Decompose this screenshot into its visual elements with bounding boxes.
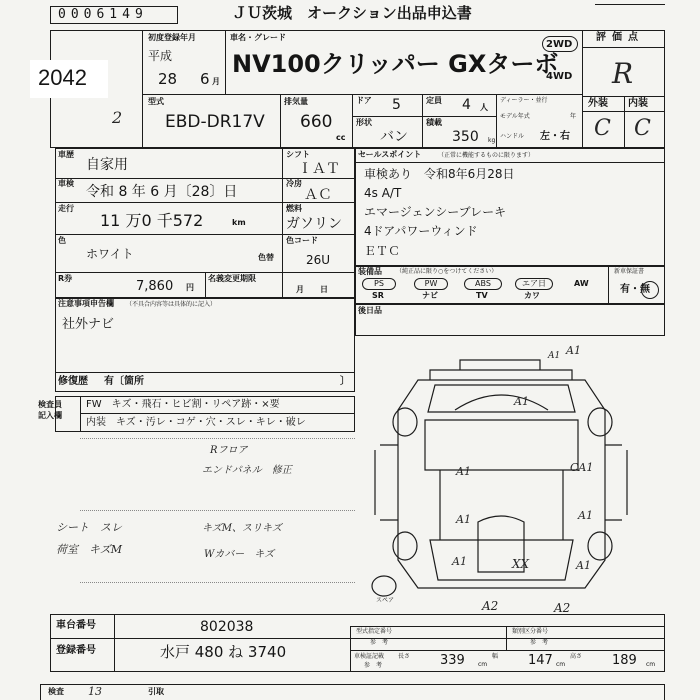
fuel-label: 燃料 (286, 204, 302, 213)
selling-points-label: セールスポイント (358, 150, 422, 159)
category-number-label: 類別区分番号 (512, 628, 549, 635)
handwritten-cargo: 荷室 キズM (56, 543, 123, 556)
interior-label: 内装 (628, 98, 648, 109)
selling-point-1: 車検あり 令和8年6月28日 (364, 167, 515, 181)
dealer-label: ディーラー・並行 (500, 97, 548, 104)
vehicle-diagram (360, 340, 660, 613)
damage-mark-7: A1 (576, 559, 591, 572)
notes-block (55, 298, 355, 392)
repair-bracket-close: 〕 (340, 376, 350, 387)
shift-label: シフト (286, 150, 310, 159)
warranty-label: 新車保証書 (614, 268, 645, 275)
body-label: 形状 (356, 118, 372, 127)
reg-month-unit: 月 (212, 77, 220, 86)
load-value: 350 (452, 129, 479, 145)
inspection-value: 令和 8 年 6 月〔28〕日 (86, 184, 238, 200)
chassis-number: 802038 (200, 619, 254, 635)
width-label: 幅 (492, 653, 499, 660)
load-unit: kg (488, 137, 496, 144)
type-ref: 参 考 (370, 639, 389, 646)
height-label: 高さ (570, 653, 583, 660)
damage-mark-1: A1 (566, 344, 581, 357)
interior-grade: C (634, 116, 651, 141)
selling-point-4: 4ドアパワーウィンド (364, 224, 478, 238)
load-label: 積載 (426, 118, 442, 127)
equip-abs: ABS (464, 278, 502, 290)
damage-mark-3: A1 (456, 465, 471, 478)
damage-mark-8: A1 (548, 351, 561, 361)
shift-value: ＩＡＴ (298, 161, 340, 177)
spare-label: スペア (376, 597, 395, 604)
handwritten-end-panel: エンドパネル 修正 (202, 465, 292, 476)
fuel-value: ガソリン (286, 216, 342, 232)
height-value: 189 (612, 653, 637, 668)
plate-label: 登録番号 (56, 645, 96, 656)
warranty-none-circle (641, 281, 659, 299)
mileage-value: 11 万0 千572 (100, 211, 204, 230)
equip-ps: PS (362, 278, 396, 290)
damage-mark-6: A1 (452, 555, 467, 568)
model-year-unit: 年 (570, 113, 577, 120)
notes-sub: （不具合内容等は具体的に記入） (126, 301, 217, 308)
dimension-label: 車検証記載 (354, 653, 385, 660)
reg-year: 28 (158, 70, 178, 88)
stamp-number: 2042 (38, 65, 87, 90)
inspection-label: 車検 (58, 179, 74, 188)
bottom-label: 検査 (48, 687, 64, 696)
repair-label: 修復歴 (58, 376, 88, 387)
equipment-note: （純正品に限り○をつけてください） (396, 268, 498, 275)
equip-leather: カワ (524, 291, 540, 300)
later-items-label: 後日品 (358, 306, 382, 315)
exterior-label: 外装 (588, 98, 608, 109)
bottom-value: 13 (88, 685, 102, 698)
evaluation-score: R (612, 57, 634, 90)
damage-mark-4: A1 (456, 513, 471, 526)
equip-navi: ナビ (422, 291, 438, 300)
selling-point-3: エマージェンシーブレーキ (364, 205, 507, 219)
doors-value: 5 (392, 97, 401, 113)
footer-block (50, 614, 665, 672)
model-label: 型式 (148, 97, 164, 106)
equip-tv: TV (476, 291, 488, 300)
cooling-value: ＡＣ (304, 187, 332, 203)
drive-4wd: 4WD (546, 71, 573, 82)
evaluation-label: 評価点 (596, 32, 644, 43)
inspector-label: 検査員記入欄 (38, 400, 62, 420)
capacity-unit: 人 (480, 103, 488, 112)
recycle-unit: 円 (186, 283, 194, 292)
damage-mark-ca1: CA1 (570, 461, 594, 474)
vehicle-name: NV100クリッパー GXターボ (232, 50, 559, 78)
sheet-title: ＪＵ茨城 オークション出品申込書 (232, 4, 472, 22)
usage-value: 自家用 (86, 157, 128, 173)
displacement-label: 排気量 (284, 97, 308, 106)
handwritten-seat: シート スレ (56, 521, 122, 534)
cooling-label: 冷房 (286, 179, 302, 188)
inspector-row-1: FW キズ・飛石・ヒビ割・リペア跡・×要 (86, 399, 280, 410)
damage-mark-a2-right: A2 (554, 601, 571, 615)
handwritten-corner-mark: 2 (112, 108, 123, 127)
type-number-label: 型式指定番号 (356, 628, 393, 635)
exterior-grade: C (594, 116, 611, 141)
warranty-value: 有・無 (620, 284, 650, 295)
notes-label: 注意事項申告欄 (58, 299, 114, 308)
length-value: 339 (440, 653, 465, 668)
handwritten-scratch: キズM、スリキズ (202, 523, 282, 534)
length-unit: cm (478, 661, 488, 668)
usage-label: 車歴 (58, 150, 74, 159)
transfer-label: 引取 (148, 687, 164, 696)
body-value: バン (380, 129, 408, 145)
plate-number: 水戸 480 ね 3740 (160, 643, 287, 661)
recycle-amount: 7,860 (136, 279, 174, 294)
displacement-unit: cc (336, 133, 346, 142)
selling-point-2: 4s A/T (364, 186, 402, 200)
mileage-unit: km (232, 218, 246, 227)
model-year-label: モデル年式 (500, 113, 530, 120)
mileage-label: 走行 (58, 204, 74, 213)
color-value: ホワイト (86, 247, 134, 261)
serial-number: 0006149 (58, 7, 148, 22)
chassis-label: 車台番号 (56, 620, 96, 631)
width-value: 147 (528, 653, 553, 668)
bottom-strip (40, 684, 665, 700)
displacement-value: 660 (300, 112, 333, 132)
damage-mark-5: A1 (578, 509, 593, 522)
handwritten-floor: Rフロア (210, 445, 248, 456)
repair-value: 有〔箇所 (104, 376, 144, 387)
later-items-block (355, 304, 665, 336)
model-code: EBD-DR17V (165, 112, 265, 132)
damage-mark-xx: XX (512, 557, 530, 571)
equip-aw: AW (574, 279, 589, 288)
handle-value: 左・右 (540, 131, 570, 142)
capacity-value: 4 (462, 97, 471, 113)
doors-label: ドア (356, 96, 372, 105)
recycle-label: R券 (58, 274, 73, 283)
equip-air: エア日 (515, 278, 553, 290)
equipment-label: 装備品 (358, 267, 382, 276)
category-ref: 参 考 (530, 639, 549, 646)
damage-mark-a2-left: A2 (482, 599, 499, 613)
notes-content: 社外ナビ (62, 317, 115, 332)
color-code-value: 26U (306, 253, 331, 267)
reg-month: 6 (200, 70, 210, 88)
color-label: 色 (58, 236, 66, 245)
equip-pw: PW (414, 278, 448, 290)
first-reg-label: 初度登録年月 (148, 33, 196, 42)
color-code-label: 色コード (286, 236, 318, 245)
selling-points-sub: （正常に機能するものに限ります） (438, 152, 535, 159)
length-label: 長さ (398, 653, 411, 660)
tax-date: 月 日 (296, 285, 328, 294)
capacity-label: 定員 (426, 96, 442, 105)
era: 平成 (148, 49, 173, 63)
color-change-label: 色替 (258, 253, 274, 262)
drive-2wd: 2WD (546, 39, 573, 50)
equip-sr: SR (372, 291, 384, 300)
handle-label: ハンドル (500, 133, 525, 140)
selling-point-5: ＥＴＣ (364, 244, 401, 258)
dimension-ref: 参 考 (364, 662, 383, 669)
inspector-row-2: 内装 キズ・汚レ・コゲ・穴・スレ・キレ・破レ (86, 417, 306, 428)
damage-mark-2: A1 (514, 395, 529, 408)
height-unit: cm (646, 661, 656, 668)
handwritten-cover: Wカバー キズ (204, 549, 275, 560)
width-unit: cm (556, 661, 566, 668)
tax-label: 名義変更期限 (208, 274, 256, 283)
vehicle-name-label: 車名・グレード (230, 33, 286, 42)
